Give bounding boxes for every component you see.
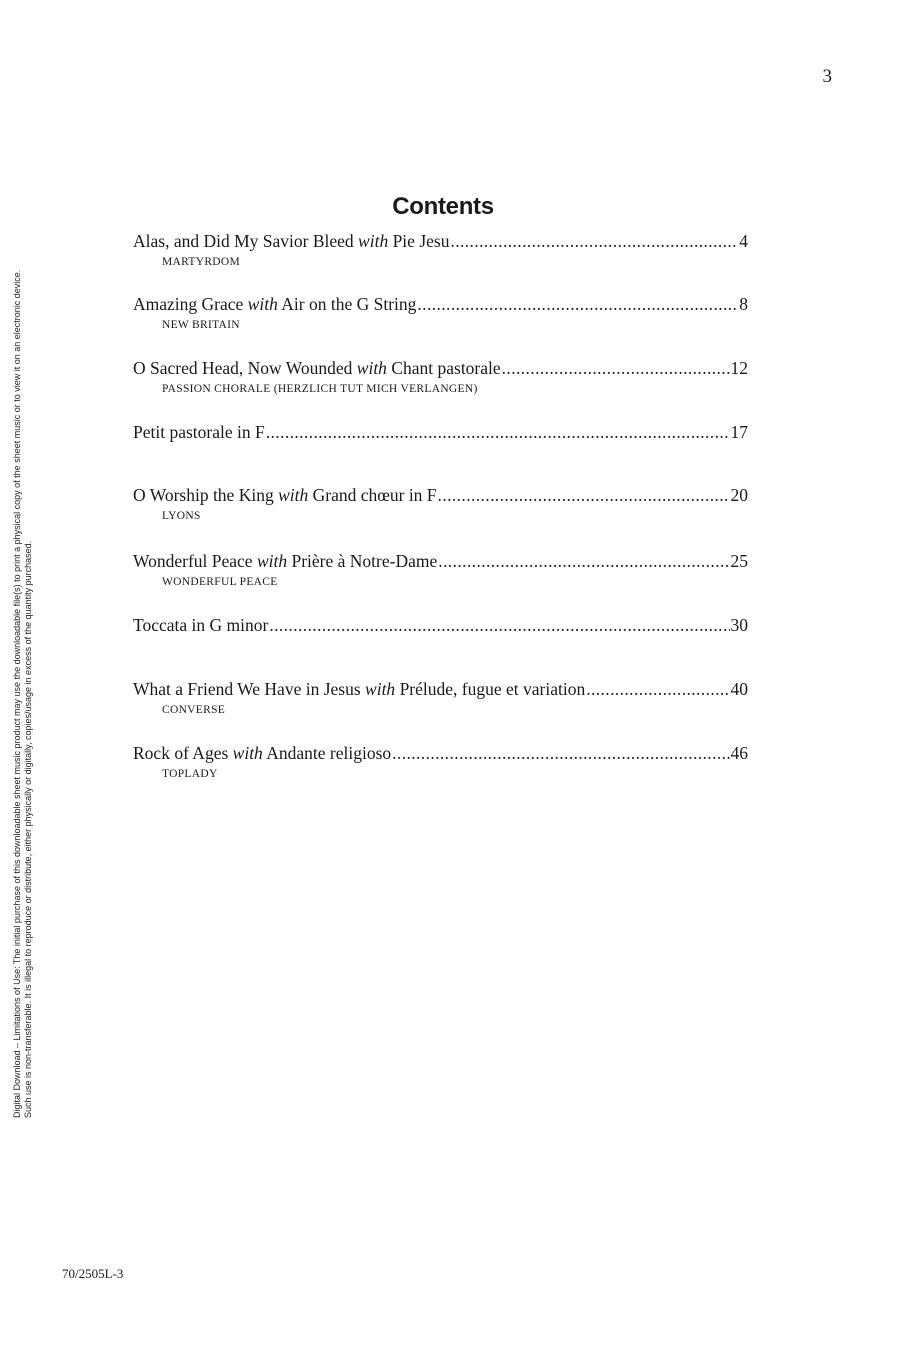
toc-entry: [133, 740, 748, 804]
entry-title: What a Friend We Have in Jesus with Prélude, fugue et variation: [133, 679, 586, 699]
toc-entry: [133, 228, 748, 291]
dot-leader: [450, 228, 738, 254]
tune-name: NEW BRITAIN: [162, 319, 240, 331]
tune-name: TOPLADY: [162, 768, 218, 780]
tune-name: LYONS: [162, 510, 201, 522]
entry-page-number: 25: [730, 551, 748, 571]
toc-entry: [133, 612, 748, 676]
toc-entry: [133, 355, 748, 419]
entry-title: O Sacred Head, Now Wounded with Chant pastorale: [133, 358, 501, 378]
entry-title: Petit pastorale in F: [133, 422, 265, 442]
tune-name: MARTYRDOM: [162, 256, 241, 268]
tune-name: CONVERSE: [162, 704, 226, 716]
catalog-code: 70/2505L-3: [62, 1266, 124, 1281]
entry-title: Rock of Ages with Andante religioso: [133, 743, 392, 763]
entry-title: Amazing Grace with Air on the G String: [133, 294, 417, 314]
dot-leader: [417, 291, 738, 317]
table-of-contents: [133, 228, 748, 804]
toc-entry: [133, 419, 748, 482]
toc-entry: [133, 291, 748, 355]
entry-title: Alas, and Did My Savior Bleed with Pie Jesu: [133, 231, 450, 251]
entry-title: Wonderful Peace with Prière à Notre-Dame: [133, 551, 438, 571]
dot-leader: [586, 676, 729, 702]
entry-page-number: 46: [730, 743, 748, 763]
entry-page-number: 17: [730, 422, 748, 442]
page-number: 3: [822, 66, 832, 87]
dot-leader: [438, 482, 730, 508]
toc-entry: [133, 482, 748, 548]
entry-page-number: 40: [730, 679, 748, 699]
dot-leader: [502, 355, 730, 381]
entry-title: Toccata in G minor: [133, 615, 269, 635]
tune-name: WONDERFUL PEACE: [162, 576, 278, 588]
legal-notice-line: Digital Download – Limitations of Use: The initial purchase of this downloadable sheet music product may use the downloadable file(s) to print a physical copy of the sheet music or to view it on an electronic device.: [12, 269, 22, 1118]
entry-page-number: 30: [730, 615, 748, 635]
entry-page-number: 20: [730, 485, 748, 505]
tune-name: PASSION CHORALE (HERZLICH TUT MICH VERLANGEN): [162, 383, 478, 395]
legal-notice: [12, 218, 33, 1118]
entry-title: O Worship the King with Grand chœur in F: [133, 485, 437, 505]
toc-entry: [133, 676, 748, 740]
entry-page-number: 4: [739, 231, 748, 251]
legal-notice-line: Such use is non-transferable. It is illegal to reproduce or distribute, either physically or digitally, copies/usage in excess of the quantity purchased.: [22, 540, 33, 1118]
dot-leader: [392, 740, 729, 766]
dot-leader: [438, 548, 729, 574]
entry-page-number: 12: [730, 358, 748, 378]
dot-leader: [269, 612, 729, 638]
page-title: Contents: [392, 193, 494, 220]
entry-page-number: 8: [739, 294, 748, 314]
toc-entry: [133, 548, 748, 612]
dot-leader: [266, 419, 730, 445]
